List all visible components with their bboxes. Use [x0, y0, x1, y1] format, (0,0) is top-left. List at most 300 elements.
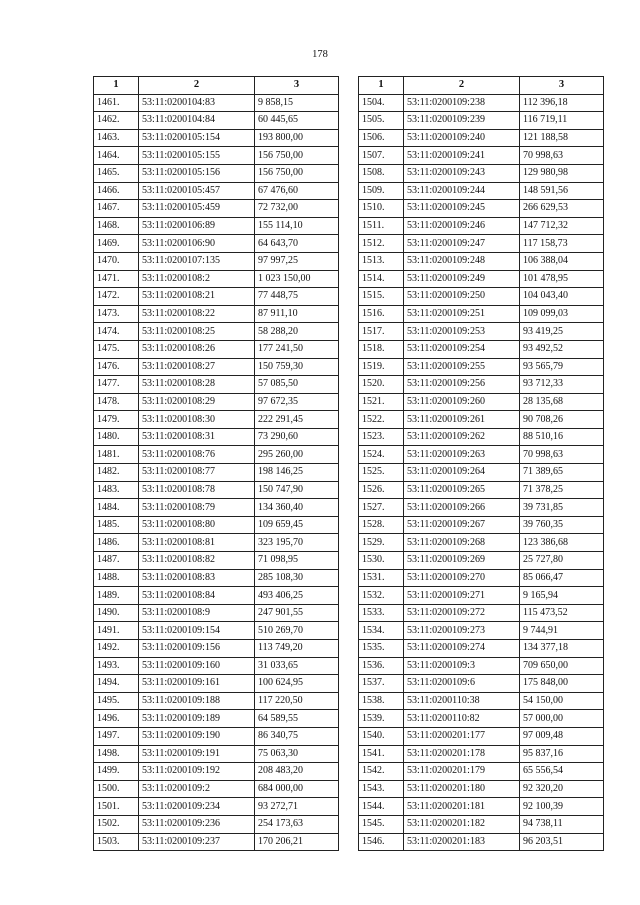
- table-row: [359, 798, 604, 816]
- cadastral-number: 53:11:0200109:260: [404, 393, 520, 411]
- row-number: 1510.: [359, 200, 404, 218]
- row-number: 1468.: [94, 217, 139, 235]
- header-col-2: 2: [404, 77, 520, 95]
- row-number: 1467.: [94, 200, 139, 218]
- table-row: [94, 323, 339, 341]
- cadastral-number: 53:11:0200201:179: [404, 763, 520, 781]
- row-number: 1525.: [359, 464, 404, 482]
- cadastral-value: 156 750,00: [255, 164, 339, 182]
- cadastral-value: 156 750,00: [255, 147, 339, 165]
- cadastral-value: 85 066,47: [520, 569, 604, 587]
- row-number: 1474.: [94, 323, 139, 341]
- row-number: 1512.: [359, 235, 404, 253]
- table-row: [359, 692, 604, 710]
- cadastral-value: 109 659,45: [255, 516, 339, 534]
- row-number: 1530.: [359, 552, 404, 570]
- table-row: [359, 446, 604, 464]
- row-number: 1465.: [94, 164, 139, 182]
- cadastral-value: 177 241,50: [255, 340, 339, 358]
- cadastral-value: 71 098,95: [255, 552, 339, 570]
- table-row: [359, 252, 604, 270]
- cadastral-number: 53:11:0200108:28: [139, 376, 255, 394]
- cadastral-number: 53:11:0200106:90: [139, 235, 255, 253]
- row-number: 1469.: [94, 235, 139, 253]
- cadastral-value: 87 911,10: [255, 305, 339, 323]
- cadastral-value: 93 712,33: [520, 376, 604, 394]
- cadastral-number: 53:11:0200106:89: [139, 217, 255, 235]
- table-row: [359, 129, 604, 147]
- table-row: [359, 340, 604, 358]
- cadastral-number: 53:11:0200109:261: [404, 411, 520, 429]
- cadastral-number: 53:11:0200109:248: [404, 252, 520, 270]
- cadastral-value: 97 009,48: [520, 727, 604, 745]
- cadastral-value: 92 320,20: [520, 780, 604, 798]
- cadastral-number: 53:11:0200109:250: [404, 288, 520, 306]
- row-number: 1461.: [94, 94, 139, 112]
- table-row: [359, 745, 604, 763]
- row-number: 1522.: [359, 411, 404, 429]
- table-row: [359, 516, 604, 534]
- row-number: 1540.: [359, 727, 404, 745]
- cadastral-number: 53:11:0200109:249: [404, 270, 520, 288]
- row-number: 1538.: [359, 692, 404, 710]
- table-row: [359, 200, 604, 218]
- cadastral-number: 53:11:0200109:189: [139, 710, 255, 728]
- row-number: 1509.: [359, 182, 404, 200]
- cadastral-number: 53:11:0200109:161: [139, 675, 255, 693]
- cadastral-value: 75 063,30: [255, 745, 339, 763]
- cadastral-number: 53:11:0200109:269: [404, 552, 520, 570]
- cadastral-value: 101 478,95: [520, 270, 604, 288]
- cadastral-number: 53:11:0200108:27: [139, 358, 255, 376]
- cadastral-value: 9 858,15: [255, 94, 339, 112]
- row-number: 1520.: [359, 376, 404, 394]
- cadastral-value: 77 448,75: [255, 288, 339, 306]
- row-number: 1511.: [359, 217, 404, 235]
- cadastral-number: 53:11:0200109:154: [139, 622, 255, 640]
- cadastral-value: 93 272,71: [255, 798, 339, 816]
- table-row: [94, 587, 339, 605]
- cadastral-number: 53:11:0200105:459: [139, 200, 255, 218]
- table-row: [359, 833, 604, 851]
- cadastral-number: 53:11:0200109:256: [404, 376, 520, 394]
- cadastral-value: 88 510,16: [520, 428, 604, 446]
- row-number: 1480.: [94, 428, 139, 446]
- cadastral-value: 92 100,39: [520, 798, 604, 816]
- cadastral-value: 115 473,52: [520, 604, 604, 622]
- cadastral-value: 684 000,00: [255, 780, 339, 798]
- cadastral-value: 129 980,98: [520, 164, 604, 182]
- cadastral-number: 53:11:0200108:83: [139, 569, 255, 587]
- table-row: [94, 464, 339, 482]
- cadastral-value: 31 033,65: [255, 657, 339, 675]
- row-number: 1488.: [94, 569, 139, 587]
- cadastral-number: 53:11:0200109:253: [404, 323, 520, 341]
- row-number: 1463.: [94, 129, 139, 147]
- cadastral-value: 9 165,94: [520, 587, 604, 605]
- cadastral-number: 53:11:0200109:244: [404, 182, 520, 200]
- cadastral-value: 155 114,10: [255, 217, 339, 235]
- table-row: [94, 727, 339, 745]
- row-number: 1524.: [359, 446, 404, 464]
- table-row: [359, 112, 604, 130]
- cadastral-value: 64 589,55: [255, 710, 339, 728]
- table-row: [359, 376, 604, 394]
- table-row: [359, 235, 604, 253]
- table-row: [94, 780, 339, 798]
- cadastral-number: 53:11:0200201:180: [404, 780, 520, 798]
- cadastral-number: 53:11:0200108:31: [139, 428, 255, 446]
- cadastral-number: 53:11:0200109:262: [404, 428, 520, 446]
- table-row: [94, 164, 339, 182]
- register-table-right: [358, 76, 604, 851]
- row-number: 1526.: [359, 481, 404, 499]
- table-row: [359, 305, 604, 323]
- row-number: 1536.: [359, 657, 404, 675]
- cadastral-value: 73 290,60: [255, 428, 339, 446]
- cadastral-value: 198 146,25: [255, 464, 339, 482]
- cadastral-value: 254 173,63: [255, 815, 339, 833]
- table-body-left: [94, 94, 339, 851]
- cadastral-number: 53:11:0200105:156: [139, 164, 255, 182]
- table-row: [359, 428, 604, 446]
- cadastral-number: 53:11:0200109:191: [139, 745, 255, 763]
- row-number: 1539.: [359, 710, 404, 728]
- row-number: 1532.: [359, 587, 404, 605]
- row-number: 1492.: [94, 640, 139, 658]
- table-row: [359, 710, 604, 728]
- row-number: 1507.: [359, 147, 404, 165]
- cadastral-value: 90 708,26: [520, 411, 604, 429]
- cadastral-number: 53:11:0200105:457: [139, 182, 255, 200]
- table-row: [94, 534, 339, 552]
- table-row: [94, 604, 339, 622]
- header-row: [359, 77, 604, 95]
- table-row: [94, 376, 339, 394]
- row-number: 1543.: [359, 780, 404, 798]
- cadastral-value: 95 837,16: [520, 745, 604, 763]
- cadastral-value: 121 188,58: [520, 129, 604, 147]
- cadastral-number: 53:11:0200109:2: [139, 780, 255, 798]
- cadastral-value: 96 203,51: [520, 833, 604, 851]
- cadastral-number: 53:11:0200109:237: [139, 833, 255, 851]
- table-row: [94, 640, 339, 658]
- cadastral-value: 510 269,70: [255, 622, 339, 640]
- cadastral-value: 72 732,00: [255, 200, 339, 218]
- table-row: [94, 288, 339, 306]
- cadastral-number: 53:11:0200109:3: [404, 657, 520, 675]
- row-number: 1544.: [359, 798, 404, 816]
- cadastral-number: 53:11:0200109:240: [404, 129, 520, 147]
- table-row: [359, 94, 604, 112]
- cadastral-value: 150 759,30: [255, 358, 339, 376]
- row-number: 1515.: [359, 288, 404, 306]
- header-col-1: 1: [359, 77, 404, 95]
- cadastral-number: 53:11:0200109:190: [139, 727, 255, 745]
- cadastral-value: 116 719,11: [520, 112, 604, 130]
- header-col-1: 1: [94, 77, 139, 95]
- row-number: 1516.: [359, 305, 404, 323]
- cadastral-number: 53:11:0200109:268: [404, 534, 520, 552]
- cadastral-number: 53:11:0200109:238: [404, 94, 520, 112]
- cadastral-value: 112 396,18: [520, 94, 604, 112]
- cadastral-value: 104 043,40: [520, 288, 604, 306]
- table-row: [359, 499, 604, 517]
- row-number: 1502.: [94, 815, 139, 833]
- cadastral-value: 175 848,00: [520, 675, 604, 693]
- row-number: 1484.: [94, 499, 139, 517]
- row-number: 1494.: [94, 675, 139, 693]
- cadastral-number: 53:11:0200109:160: [139, 657, 255, 675]
- cadastral-number: 53:11:0200108:29: [139, 393, 255, 411]
- cadastral-number: 53:11:0200109:255: [404, 358, 520, 376]
- row-number: 1497.: [94, 727, 139, 745]
- cadastral-value: 97 672,35: [255, 393, 339, 411]
- row-number: 1504.: [359, 94, 404, 112]
- cadastral-number: 53:11:0200201:178: [404, 745, 520, 763]
- cadastral-number: 53:11:0200109:273: [404, 622, 520, 640]
- cadastral-number: 53:11:0200109:241: [404, 147, 520, 165]
- table-row: [359, 640, 604, 658]
- cadastral-number: 53:11:0200109:245: [404, 200, 520, 218]
- cadastral-value: 247 901,55: [255, 604, 339, 622]
- table-row: [94, 200, 339, 218]
- cadastral-number: 53:11:0200107:135: [139, 252, 255, 270]
- cadastral-value: 93 565,79: [520, 358, 604, 376]
- table-row: [94, 428, 339, 446]
- row-number: 1521.: [359, 393, 404, 411]
- cadastral-value: 285 108,30: [255, 569, 339, 587]
- cadastral-number: 53:11:0200108:26: [139, 340, 255, 358]
- cadastral-number: 53:11:0200110:82: [404, 710, 520, 728]
- cadastral-number: 53:11:0200109:156: [139, 640, 255, 658]
- table-row: [359, 657, 604, 675]
- cadastral-number: 53:11:0200104:83: [139, 94, 255, 112]
- table-row: [359, 323, 604, 341]
- table-row: [94, 147, 339, 165]
- cadastral-value: 70 998,63: [520, 147, 604, 165]
- cadastral-number: 53:11:0200110:38: [404, 692, 520, 710]
- row-number: 1503.: [94, 833, 139, 851]
- cadastral-value: 93 419,25: [520, 323, 604, 341]
- cadastral-number: 53:11:0200109:234: [139, 798, 255, 816]
- cadastral-value: 295 260,00: [255, 446, 339, 464]
- cadastral-value: 86 340,75: [255, 727, 339, 745]
- cadastral-number: 53:11:0200201:183: [404, 833, 520, 851]
- row-number: 1482.: [94, 464, 139, 482]
- table-row: [94, 182, 339, 200]
- table-row: [94, 481, 339, 499]
- row-number: 1487.: [94, 552, 139, 570]
- row-number: 1501.: [94, 798, 139, 816]
- cadastral-number: 53:11:0200108:22: [139, 305, 255, 323]
- row-number: 1499.: [94, 763, 139, 781]
- cadastral-value: 57 085,50: [255, 376, 339, 394]
- table-row: [94, 622, 339, 640]
- table-row: [359, 411, 604, 429]
- row-number: 1495.: [94, 692, 139, 710]
- cadastral-value: 94 738,11: [520, 815, 604, 833]
- header-row: [94, 77, 339, 95]
- table-row: [94, 112, 339, 130]
- table-row: [359, 534, 604, 552]
- row-number: 1506.: [359, 129, 404, 147]
- table-row: [94, 358, 339, 376]
- table-row: [94, 692, 339, 710]
- cadastral-value: 71 378,25: [520, 481, 604, 499]
- row-number: 1508.: [359, 164, 404, 182]
- cadastral-value: 54 150,00: [520, 692, 604, 710]
- cadastral-number: 53:11:0200109:263: [404, 446, 520, 464]
- cadastral-number: 53:11:0200109:266: [404, 499, 520, 517]
- cadastral-value: 323 195,70: [255, 534, 339, 552]
- row-number: 1466.: [94, 182, 139, 200]
- cadastral-number: 53:11:0200201:181: [404, 798, 520, 816]
- cadastral-value: 117 220,50: [255, 692, 339, 710]
- cadastral-number: 53:11:0200109:6: [404, 675, 520, 693]
- cadastral-value: 58 288,20: [255, 323, 339, 341]
- cadastral-value: 113 749,20: [255, 640, 339, 658]
- cadastral-number: 53:11:0200105:154: [139, 129, 255, 147]
- table-row: [359, 270, 604, 288]
- cadastral-value: 39 760,35: [520, 516, 604, 534]
- cadastral-number: 53:11:0200109:271: [404, 587, 520, 605]
- table-row: [94, 675, 339, 693]
- cadastral-value: 9 744,91: [520, 622, 604, 640]
- table-row: [359, 780, 604, 798]
- row-number: 1477.: [94, 376, 139, 394]
- cadastral-number: 53:11:0200109:264: [404, 464, 520, 482]
- table-row: [359, 552, 604, 570]
- row-number: 1476.: [94, 358, 139, 376]
- table-row: [94, 499, 339, 517]
- table-row: [94, 129, 339, 147]
- cadastral-number: 53:11:0200108:78: [139, 481, 255, 499]
- cadastral-value: 709 650,00: [520, 657, 604, 675]
- cadastral-value: 117 158,73: [520, 235, 604, 253]
- row-number: 1505.: [359, 112, 404, 130]
- table-row: [94, 710, 339, 728]
- table-row: [94, 763, 339, 781]
- header-col-2: 2: [139, 77, 255, 95]
- cadastral-value: 193 800,00: [255, 129, 339, 147]
- table-row: [94, 305, 339, 323]
- cadastral-number: 53:11:0200109:274: [404, 640, 520, 658]
- row-number: 1523.: [359, 428, 404, 446]
- row-number: 1527.: [359, 499, 404, 517]
- row-number: 1471.: [94, 270, 139, 288]
- cadastral-value: 100 624,95: [255, 675, 339, 693]
- table-row: [94, 815, 339, 833]
- table-row: [359, 164, 604, 182]
- table-row: [359, 763, 604, 781]
- row-number: 1535.: [359, 640, 404, 658]
- cadastral-number: 53:11:0200109:243: [404, 164, 520, 182]
- row-number: 1513.: [359, 252, 404, 270]
- cadastral-number: 53:11:0200201:177: [404, 727, 520, 745]
- table-row: [359, 622, 604, 640]
- table-row: [94, 217, 339, 235]
- table-row: [94, 833, 339, 851]
- row-number: 1496.: [94, 710, 139, 728]
- cadastral-number: 53:11:0200108:84: [139, 587, 255, 605]
- row-number: 1519.: [359, 358, 404, 376]
- cadastral-value: 170 206,21: [255, 833, 339, 851]
- row-number: 1518.: [359, 340, 404, 358]
- row-number: 1493.: [94, 657, 139, 675]
- cadastral-value: 266 629,53: [520, 200, 604, 218]
- row-number: 1529.: [359, 534, 404, 552]
- cadastral-value: 57 000,00: [520, 710, 604, 728]
- cadastral-value: 123 386,68: [520, 534, 604, 552]
- cadastral-number: 53:11:0200109:272: [404, 604, 520, 622]
- row-number: 1533.: [359, 604, 404, 622]
- row-number: 1531.: [359, 569, 404, 587]
- table-row: [94, 657, 339, 675]
- table-row: [359, 464, 604, 482]
- cadastral-number: 53:11:0200108:9: [139, 604, 255, 622]
- table-row: [359, 675, 604, 693]
- table-row: [359, 604, 604, 622]
- cadastral-value: 67 476,60: [255, 182, 339, 200]
- row-number: 1464.: [94, 147, 139, 165]
- cadastral-value: 39 731,85: [520, 499, 604, 517]
- table-body-right: [359, 94, 604, 851]
- row-number: 1545.: [359, 815, 404, 833]
- row-number: 1541.: [359, 745, 404, 763]
- row-number: 1546.: [359, 833, 404, 851]
- cadastral-number: 53:11:0200104:84: [139, 112, 255, 130]
- cadastral-value: 150 747,90: [255, 481, 339, 499]
- row-number: 1491.: [94, 622, 139, 640]
- cadastral-value: 28 135,68: [520, 393, 604, 411]
- cadastral-number: 53:11:0200109:192: [139, 763, 255, 781]
- table-row: [94, 798, 339, 816]
- row-number: 1514.: [359, 270, 404, 288]
- row-number: 1498.: [94, 745, 139, 763]
- cadastral-number: 53:11:0200108:25: [139, 323, 255, 341]
- cadastral-value: 65 556,54: [520, 763, 604, 781]
- cadastral-number: 53:11:0200109:251: [404, 305, 520, 323]
- table-row: [94, 446, 339, 464]
- row-number: 1485.: [94, 516, 139, 534]
- row-number: 1500.: [94, 780, 139, 798]
- cadastral-number: 53:11:0200109:236: [139, 815, 255, 833]
- header-col-3: 3: [255, 77, 339, 95]
- row-number: 1528.: [359, 516, 404, 534]
- row-number: 1483.: [94, 481, 139, 499]
- cadastral-number: 53:11:0200109:247: [404, 235, 520, 253]
- table-row: [94, 340, 339, 358]
- row-number: 1475.: [94, 340, 139, 358]
- cadastral-value: 60 445,65: [255, 112, 339, 130]
- cadastral-value: 71 389,65: [520, 464, 604, 482]
- cadastral-value: 25 727,80: [520, 552, 604, 570]
- row-number: 1517.: [359, 323, 404, 341]
- cadastral-number: 53:11:0200108:81: [139, 534, 255, 552]
- cadastral-value: 106 388,04: [520, 252, 604, 270]
- table-row: [359, 587, 604, 605]
- table-row: [94, 94, 339, 112]
- header-col-3: 3: [520, 77, 604, 95]
- cadastral-number: 53:11:0200109:254: [404, 340, 520, 358]
- row-number: 1481.: [94, 446, 139, 464]
- cadastral-number: 53:11:0200108:80: [139, 516, 255, 534]
- cadastral-value: 109 099,03: [520, 305, 604, 323]
- cadastral-number: 53:11:0200201:182: [404, 815, 520, 833]
- table-row: [94, 252, 339, 270]
- row-number: 1462.: [94, 112, 139, 130]
